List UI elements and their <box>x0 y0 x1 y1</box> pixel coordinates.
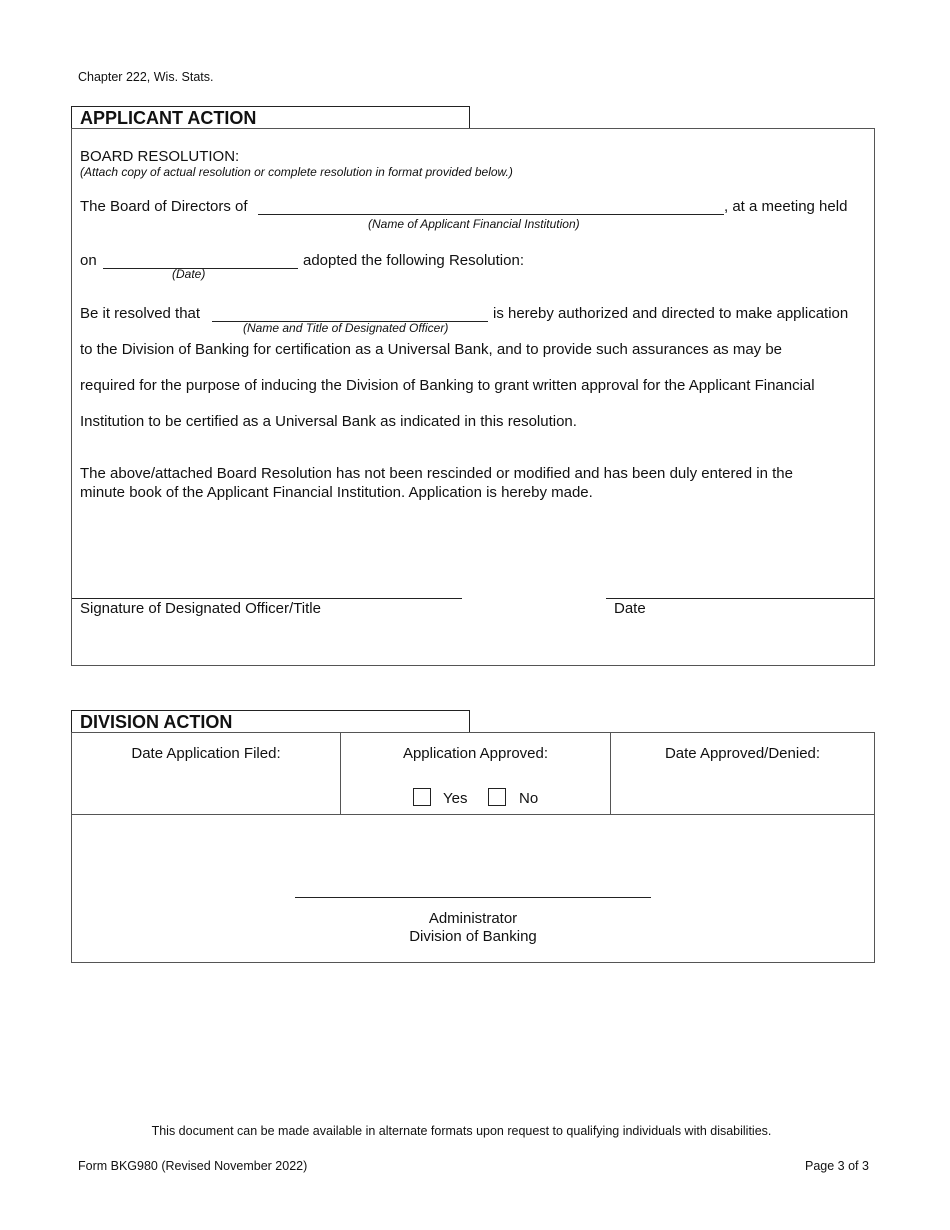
date-approved-denied-label: Date Approved/Denied: <box>664 745 821 762</box>
resolution-line-5: required for the purpose of inducing the Division of Banking to grant written approval for the Applicant Financial <box>80 377 815 394</box>
approved-yes-checkbox[interactable] <box>413 788 431 806</box>
board-resolution-note: (Attach copy of actual resolution or complete resolution in format provided below.) <box>80 165 513 179</box>
approved-yes-label: Yes <box>443 790 468 807</box>
signature-line[interactable] <box>72 598 462 599</box>
board-of-directors-prefix: The Board of Directors of <box>80 198 248 215</box>
approved-no-label: No <box>519 790 539 807</box>
applicant-action-heading: APPLICANT ACTION <box>71 106 470 129</box>
signature-label: Signature of Designated Officer/Title <box>80 600 321 617</box>
approved-no-checkbox[interactable] <box>488 788 506 806</box>
institution-name-caption: (Name of Applicant Financial Institution) <box>368 217 580 231</box>
institution-name-field[interactable] <box>258 214 724 215</box>
division-action-heading: DIVISION ACTION <box>71 710 470 733</box>
board-resolution-label: BOARD RESOLUTION: <box>80 148 240 165</box>
authorized-text: is hereby authorized and directed to make application <box>493 305 849 322</box>
meeting-held-suffix: , at a meeting held <box>724 198 848 215</box>
statute-reference: Chapter 222, Wis. Stats. <box>78 70 214 84</box>
resolution-line-4: to the Division of Banking for certification as a Universal Bank, and to provide such assurances as may be <box>80 341 783 358</box>
resolution-line-6: Institution to be certified as a Universal Bank as indicated in this resolution. <box>80 413 577 430</box>
page-number: Page 3 of 3 <box>805 1159 869 1173</box>
be-it-resolved-prefix: Be it resolved that <box>80 305 201 322</box>
form-id: Form BKG980 (Revised November 2022) <box>78 1159 308 1173</box>
statement-line-2: minute book of the Applicant Financial Institution. Application is hereby made. <box>80 484 593 501</box>
on-prefix: on <box>80 252 97 269</box>
accessibility-notice: This document can be made available in alternate formats upon request to qualifying individuals with disabilities. <box>151 1124 772 1138</box>
statement-line-1: The above/attached Board Resolution has not been rescinded or modified and has been duly entered in the <box>80 465 793 482</box>
administrator-title: Administrator <box>428 910 518 927</box>
signature-date-label: Date <box>614 600 646 617</box>
administrator-division: Division of Banking <box>409 928 537 945</box>
adopted-resolution-text: adopted the following Resolution: <box>303 252 524 269</box>
administrator-signature-line[interactable] <box>295 897 651 898</box>
designated-officer-caption: (Name and Title of Designated Officer) <box>243 321 449 335</box>
signature-date-line[interactable] <box>606 598 874 599</box>
division-row-divider <box>71 814 875 815</box>
meeting-date-caption: (Date) <box>172 267 206 281</box>
date-application-filed-label: Date Application Filed: <box>131 745 281 762</box>
application-approved-label: Application Approved: <box>402 745 549 762</box>
